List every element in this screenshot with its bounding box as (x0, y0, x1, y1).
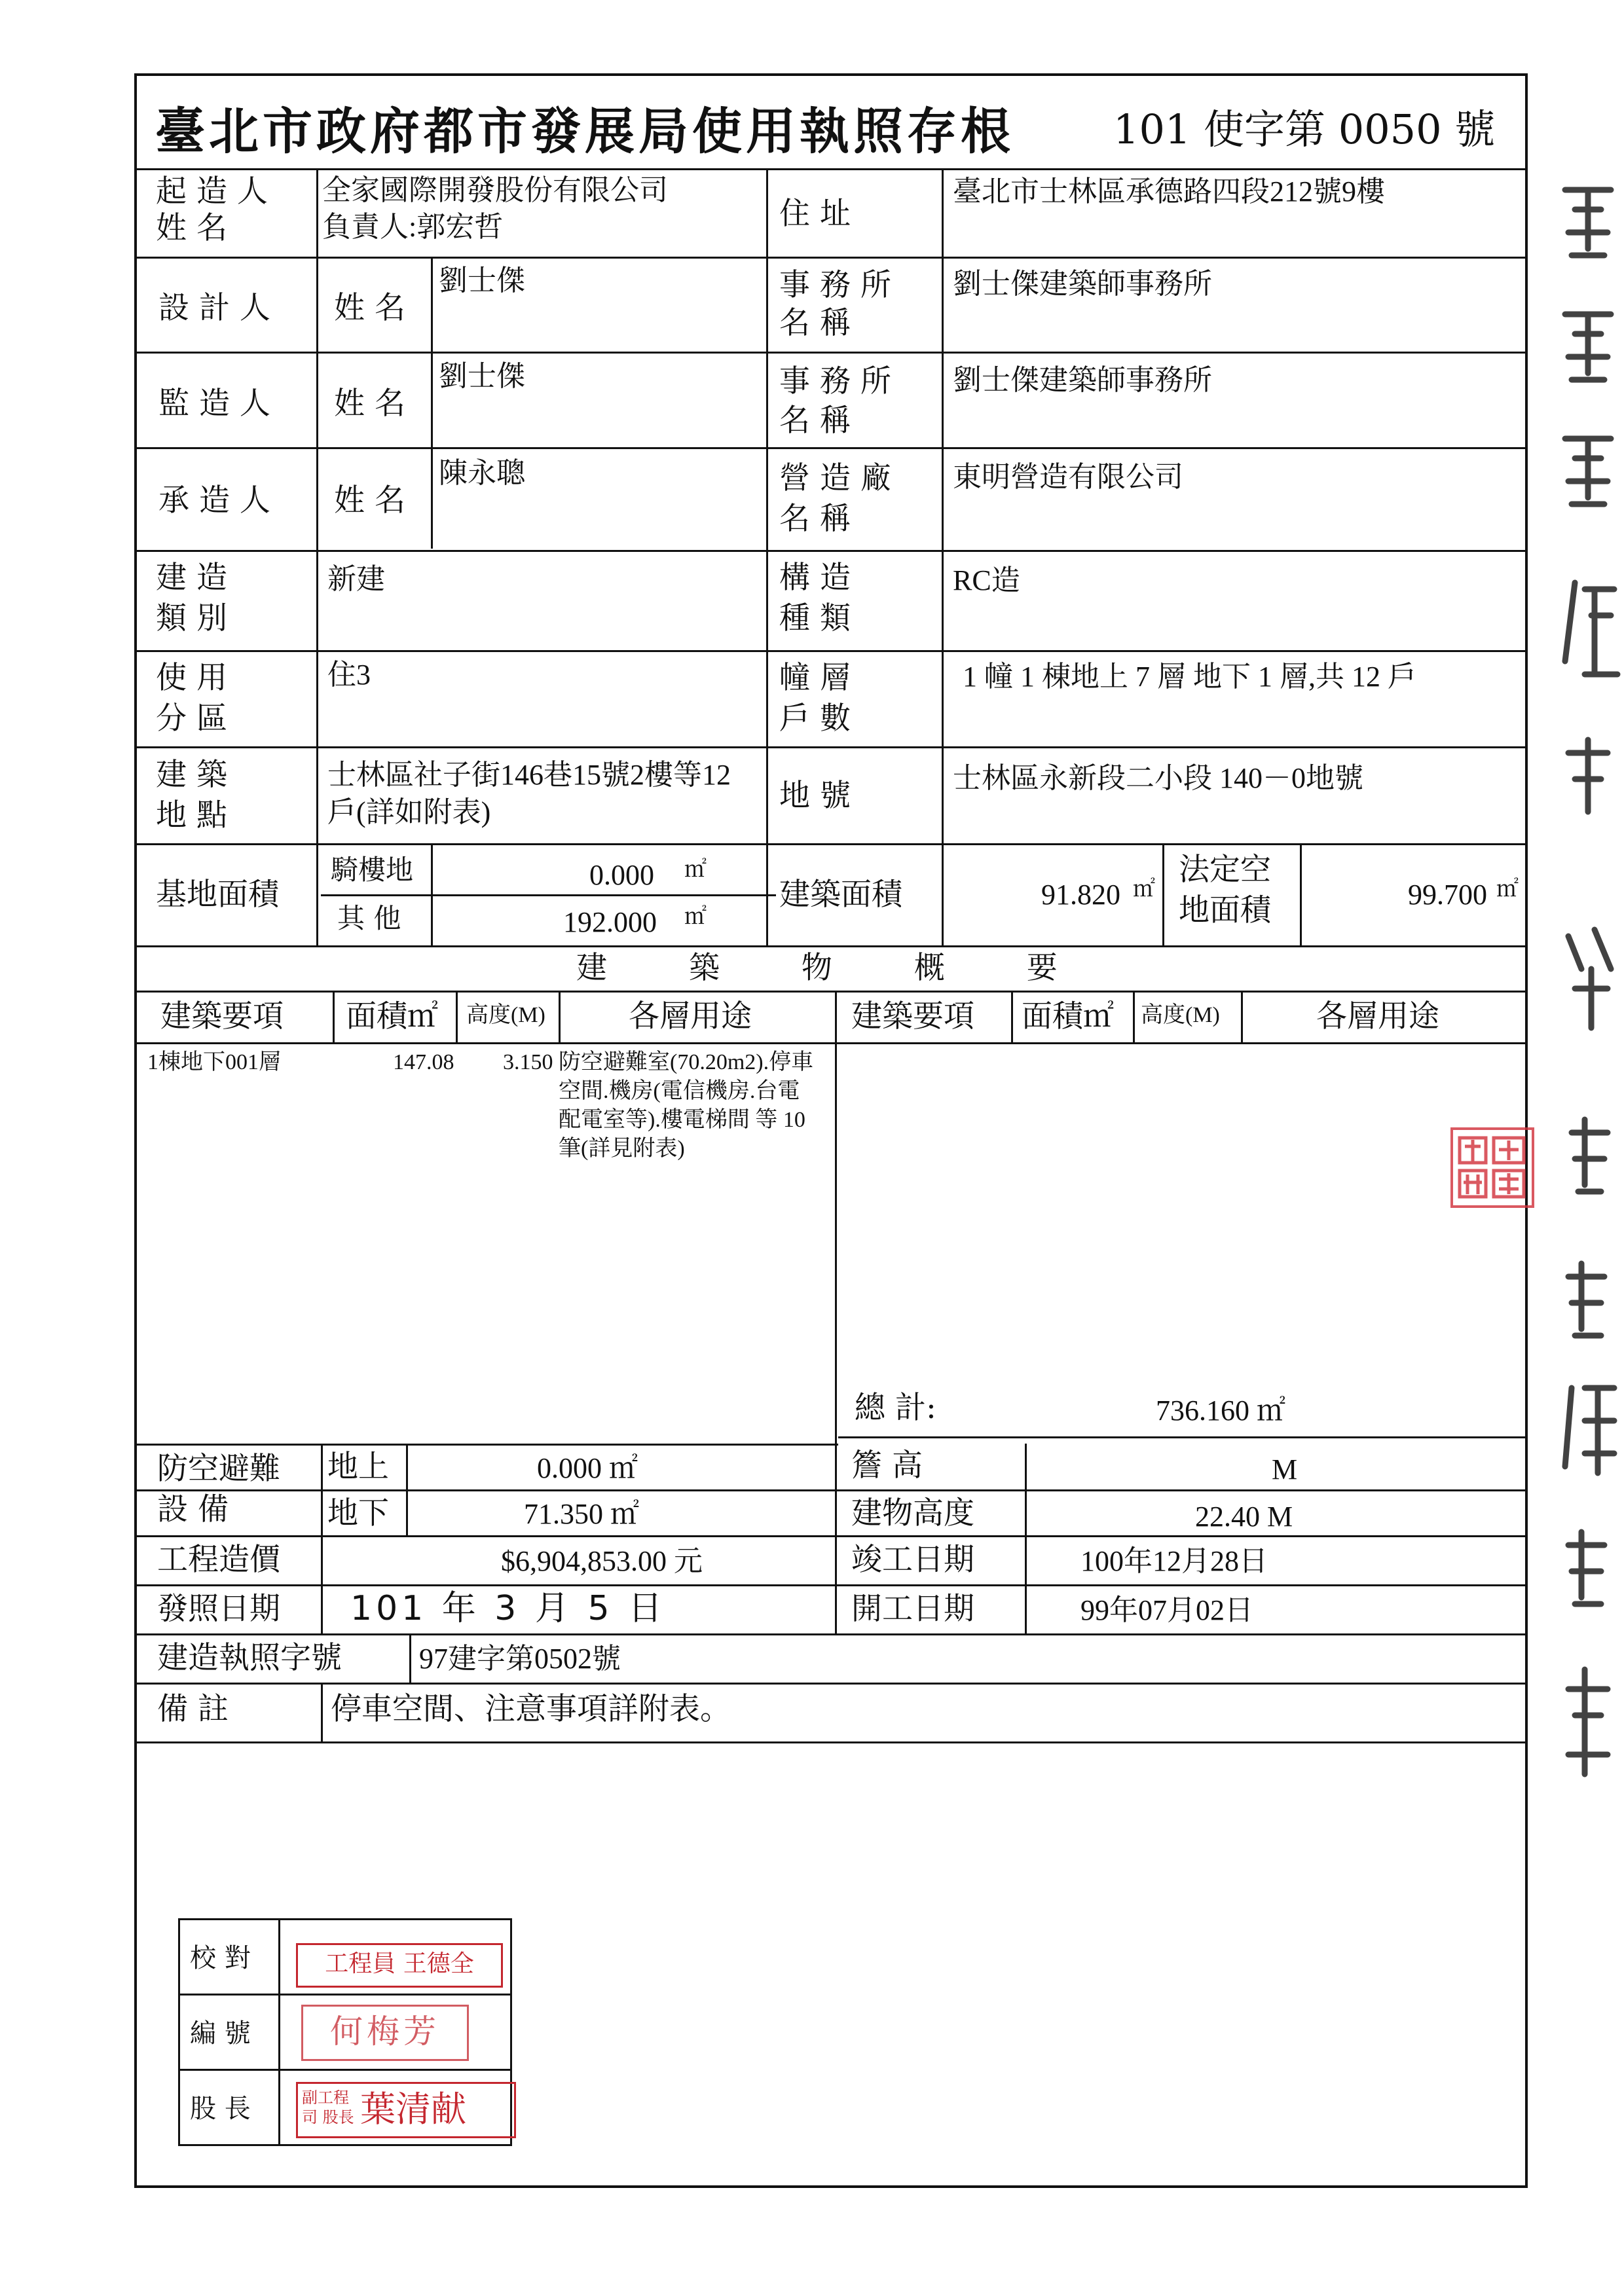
rule (278, 1918, 280, 2146)
rule (134, 1633, 1528, 1635)
rule (316, 168, 318, 945)
designer-name: 劉士傑 (439, 264, 525, 297)
col-item-right: 建築要項 (851, 998, 974, 1034)
remarks-value: 停車空間、注意事項詳附表。 (331, 1691, 731, 1727)
lot-label: 地 號 (779, 778, 851, 814)
designer-office-label-1: 事 務 所 (779, 267, 891, 303)
rule (134, 1584, 1528, 1586)
rule (134, 1489, 1528, 1491)
rule (134, 1042, 1528, 1044)
summary-heading: 建 築 物 概 要 (576, 950, 1064, 986)
building-height: 22.40 M (1195, 1501, 1293, 1533)
rule (134, 257, 1528, 259)
units-value: 1 幢 1 棟地上 7 層 地下 1 層,共 12 戶 (963, 661, 1416, 693)
units-label-1: 幢 層 (779, 660, 851, 696)
rule (431, 843, 433, 945)
open-area-label-2: 地面積 (1179, 892, 1271, 928)
summary-row-height: 3.150 (503, 1050, 553, 1074)
rule (321, 1683, 323, 1741)
eave-label: 簷 高 (851, 1448, 923, 1484)
rule (835, 991, 837, 1633)
base-area-label: 基地面積 (156, 877, 279, 913)
total-area: 736.160 ㎡ (1156, 1394, 1285, 1427)
rule (431, 257, 433, 549)
completion-label: 竣工日期 (851, 1542, 974, 1578)
build-type-label-2: 類 別 (156, 600, 227, 636)
building-height-label: 建物高度 (851, 1495, 974, 1531)
structure-label-1: 構 造 (779, 560, 851, 596)
contractor-firm-label-2: 名 稱 (779, 501, 851, 537)
rule (409, 1633, 411, 1683)
other-label: 其 他 (337, 902, 401, 934)
shelter-below-label: 地下 (327, 1495, 389, 1531)
summary-row-item: 1棟地下001層 (147, 1050, 281, 1074)
rule (333, 991, 335, 1042)
chief-label: 股 長 (190, 2094, 251, 2124)
rule (406, 1444, 408, 1535)
rule (134, 945, 1528, 947)
shelter-below: 71.350 ㎡ (524, 1498, 639, 1530)
rule (134, 168, 1528, 170)
address-label: 住 址 (779, 196, 851, 232)
rule (456, 991, 458, 1042)
rule (559, 991, 561, 1042)
lot-number: 士林區永新段二小段 140－0地號 (953, 762, 1363, 794)
rule (1133, 991, 1135, 1042)
start-date: 99年07月02日 (1080, 1594, 1253, 1626)
designer-office-label-2: 名 稱 (779, 305, 851, 341)
rule (134, 447, 1528, 449)
issue-date-label: 發照日期 (157, 1591, 280, 1627)
supervisor-name: 劉士傑 (439, 360, 525, 392)
rule (1011, 991, 1013, 1042)
site-address-2: 戶(詳如附表) (327, 796, 491, 828)
supervisor-office-label-2: 名 稱 (779, 403, 851, 439)
supervisor-office-label-1: 事 務 所 (779, 363, 891, 399)
rule (321, 1444, 323, 1633)
col-height-right: 高度(M) (1141, 1003, 1220, 1027)
rule (134, 1741, 1528, 1743)
construction-permit-number: 97建字第0502號 (419, 1643, 621, 1675)
margin-bleed-icon (1555, 164, 1621, 1800)
rule (1300, 843, 1302, 945)
rule (766, 168, 768, 945)
supervisor-name-label: 姓 名 (334, 386, 405, 422)
contractor-firm: 東明營造有限公司 (953, 461, 1183, 493)
col-item-left: 建築要項 (160, 998, 284, 1034)
arcade-unit: ㎡ (684, 858, 707, 882)
shelter-label-1: 防空避難 (157, 1451, 280, 1487)
checker-stamp: 工程員 王德全 (296, 1943, 503, 1988)
designer-role: 設 計 人 (158, 290, 270, 326)
official-seal (1450, 1127, 1534, 1208)
applicant-label-2: 姓 名 (156, 210, 227, 246)
start-date-label: 開工日期 (851, 1591, 974, 1627)
rule (134, 991, 1528, 993)
rule (134, 352, 1528, 354)
rule (134, 746, 1528, 748)
other-unit: ㎡ (684, 905, 707, 929)
seal-pattern-icon (1453, 1130, 1532, 1205)
applicant-representative: 負責人:郭宏哲 (322, 211, 504, 243)
document-title: 臺北市政府都市發展局使用執照存根 (155, 102, 1014, 160)
shelter-label-2: 設 備 (157, 1491, 229, 1527)
check-label: 校 對 (190, 1943, 251, 1973)
build-type: 新建 (327, 563, 385, 595)
summary-row-area: 147.08 (393, 1050, 454, 1074)
rule (134, 843, 1528, 845)
other-area: 192.000 (563, 906, 657, 938)
rule (134, 1535, 1528, 1537)
summary-row-use-3: 配電室等).樓電梯間 等 10 (559, 1108, 805, 1132)
rule (134, 550, 1528, 552)
zoning-label-2: 分 區 (156, 701, 227, 737)
units-label-2: 戶 數 (779, 701, 851, 737)
col-use-left: 各層用途 (629, 998, 752, 1034)
permit-number: 101 使字第 0050 號 (1113, 105, 1496, 153)
col-area-left: 面積㎡ (346, 998, 438, 1034)
zoning-label-1: 使 用 (156, 660, 227, 696)
cost-label: 工程造價 (157, 1542, 280, 1578)
open-area-label-1: 法定空 (1179, 852, 1271, 888)
applicant-label-1: 起 造 人 (156, 173, 268, 210)
rule (134, 1683, 1528, 1685)
rule (134, 650, 1528, 652)
rule (178, 1994, 512, 1995)
contractor-name-label: 姓 名 (334, 483, 405, 519)
rule (1241, 991, 1243, 1042)
shelter-above: 0.000 ㎡ (537, 1452, 638, 1484)
contractor-role: 承 造 人 (158, 483, 270, 519)
open-area-unit: ㎡ (1496, 877, 1519, 902)
total-label: 總 計: (855, 1390, 936, 1426)
chief-stamp (296, 2082, 516, 2138)
contractor-firm-label-1: 營 造 廠 (779, 460, 891, 496)
arcade-label: 騎樓地 (331, 854, 414, 886)
designer-office: 劉士傑建築師事務所 (953, 268, 1212, 300)
build-type-label-1: 建 造 (156, 560, 227, 596)
summary-row-use-2: 空間.機房(電信機房.台電 (559, 1079, 800, 1103)
eave-height: M (1272, 1453, 1298, 1485)
number-stamp: 何梅芳 (301, 2005, 469, 2061)
cost-value: $6,904,853.00 元 (501, 1545, 703, 1577)
construction-permit-label: 建造執照字號 (157, 1640, 342, 1676)
number-label: 編 號 (190, 2018, 251, 2049)
col-use-right: 各層用途 (1316, 998, 1439, 1034)
rule (321, 894, 776, 896)
rule (178, 2069, 512, 2071)
summary-row-use-4: 筆(詳見附表) (559, 1137, 685, 1161)
arcade-area: 0.000 (589, 859, 654, 891)
site-label-1: 建 築 (156, 757, 227, 793)
shelter-above-label: 地上 (327, 1449, 389, 1485)
supervisor-role: 監 造 人 (158, 386, 270, 422)
building-area-label: 建築面積 (779, 877, 902, 913)
rule (134, 1444, 838, 1446)
summary-row-use-1: 防空避難室(70.20m2).停車 (559, 1050, 814, 1074)
supervisor-office: 劉士傑建築師事務所 (953, 364, 1212, 396)
site-address-1: 士林區社子街146巷15號2樓等12 (327, 759, 731, 791)
rule (838, 1436, 1528, 1438)
remarks-label: 備 註 (157, 1691, 229, 1727)
site-label-2: 地 點 (156, 797, 227, 833)
applicant-address: 臺北市士林區承德路四段212號9樓 (953, 175, 1385, 208)
margin-bleed-strip (1555, 164, 1621, 1800)
building-area-unit: ㎡ (1133, 877, 1155, 902)
structure-type: RC造 (953, 564, 1020, 596)
applicant-name: 全家國際開發股份有限公司 (322, 174, 668, 206)
rule (942, 168, 944, 945)
designer-name-label: 姓 名 (334, 290, 405, 326)
rule (1025, 1444, 1027, 1633)
contractor-name: 陳永聰 (439, 457, 525, 489)
completion-date: 100年12月28日 (1080, 1545, 1268, 1577)
rule (1162, 843, 1164, 945)
chief-stamp-name: 葉清献 (360, 2088, 466, 2130)
zoning-value: 住3 (327, 659, 371, 691)
col-area-right: 面積㎡ (1022, 998, 1114, 1034)
open-area: 99.700 (1408, 879, 1487, 911)
building-area: 91.820 (1041, 879, 1120, 911)
chief-stamp-title: 副工程司 股長 (302, 2088, 354, 2126)
structure-label-2: 種 類 (779, 600, 851, 636)
issue-date: 101 年 3 月 5 日 (350, 1589, 667, 1628)
col-height-left: 高度(M) (466, 1003, 545, 1027)
